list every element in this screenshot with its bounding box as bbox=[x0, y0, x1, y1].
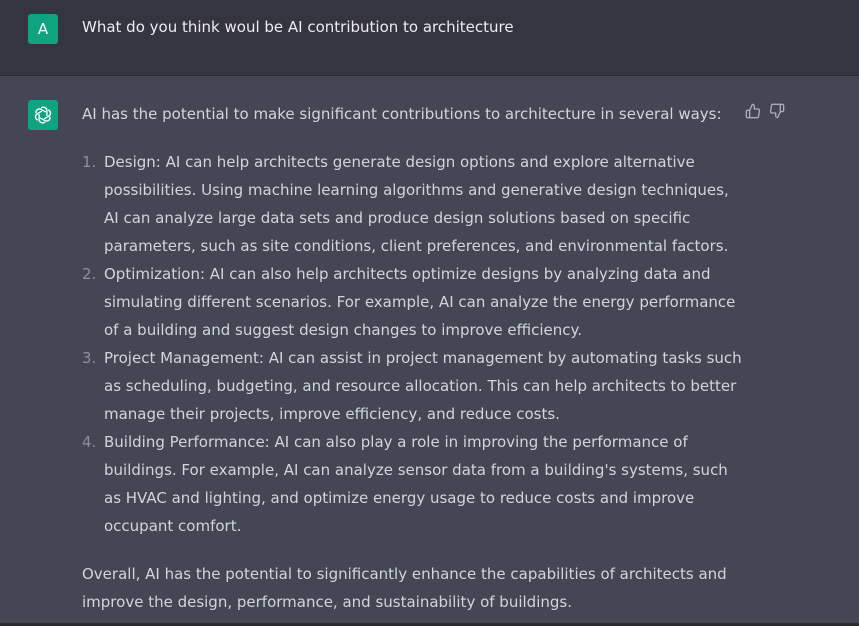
user-avatar: A bbox=[28, 14, 58, 44]
list-item-number: 1. bbox=[82, 153, 97, 171]
list-item bbox=[82, 428, 744, 540]
user-message-text: What do you think woul be AI contribution to architecture bbox=[82, 18, 514, 36]
assistant-message-content bbox=[82, 100, 742, 616]
thumbs-up-icon[interactable] bbox=[744, 102, 762, 120]
assistant-message-row bbox=[0, 76, 859, 626]
list-item bbox=[82, 260, 744, 344]
thumbs-down-icon[interactable] bbox=[768, 102, 786, 120]
assistant-intro: AI has the potential to make significant contributions to architecture in several ways: bbox=[82, 105, 722, 123]
list-item-text: Project Management: AI can assist in project management by automating tasks such as scheduling, budgeting, and resource allocation. This can help architects to better manage their projects, improve efficiency, and reduce costs. bbox=[104, 349, 742, 423]
list-item-text: Building Performance: AI can also play a role in improving the performance of buildings. For example, AI can analyze sensor data from a building's systems, such as HVAC and lighting, and optimize energy usage to reduce costs and improve occupant comfort. bbox=[104, 433, 728, 535]
list-item-text: Design: AI can help architects generate design options and explore alternative possibilities. Using machine learning algorithms and generative design techniques, AI can analyze large data sets and produce design solutions based on specific parameters, such as site conditions, client preferences, and environmental factors. bbox=[104, 153, 729, 255]
list-item-number: 2. bbox=[82, 265, 97, 283]
list-item-number: 4. bbox=[82, 433, 97, 451]
contribution-list bbox=[82, 148, 742, 540]
assistant-conclusion: Overall, AI has the potential to significantly enhance the capabilities of architects and improve the design, performance, and sustainability of buildings. bbox=[82, 565, 727, 611]
list-item bbox=[82, 344, 744, 428]
user-message-row bbox=[0, 0, 859, 76]
openai-logo-icon bbox=[28, 100, 58, 130]
list-item-text: Optimization: AI can also help architects optimize designs by analyzing data and simulating different scenarios. For example, AI can analyze the energy performance of a building and suggest design changes to improve efficiency. bbox=[104, 265, 736, 339]
list-item-number: 3. bbox=[82, 349, 97, 367]
list-item bbox=[82, 148, 744, 260]
feedback-buttons bbox=[744, 102, 786, 120]
